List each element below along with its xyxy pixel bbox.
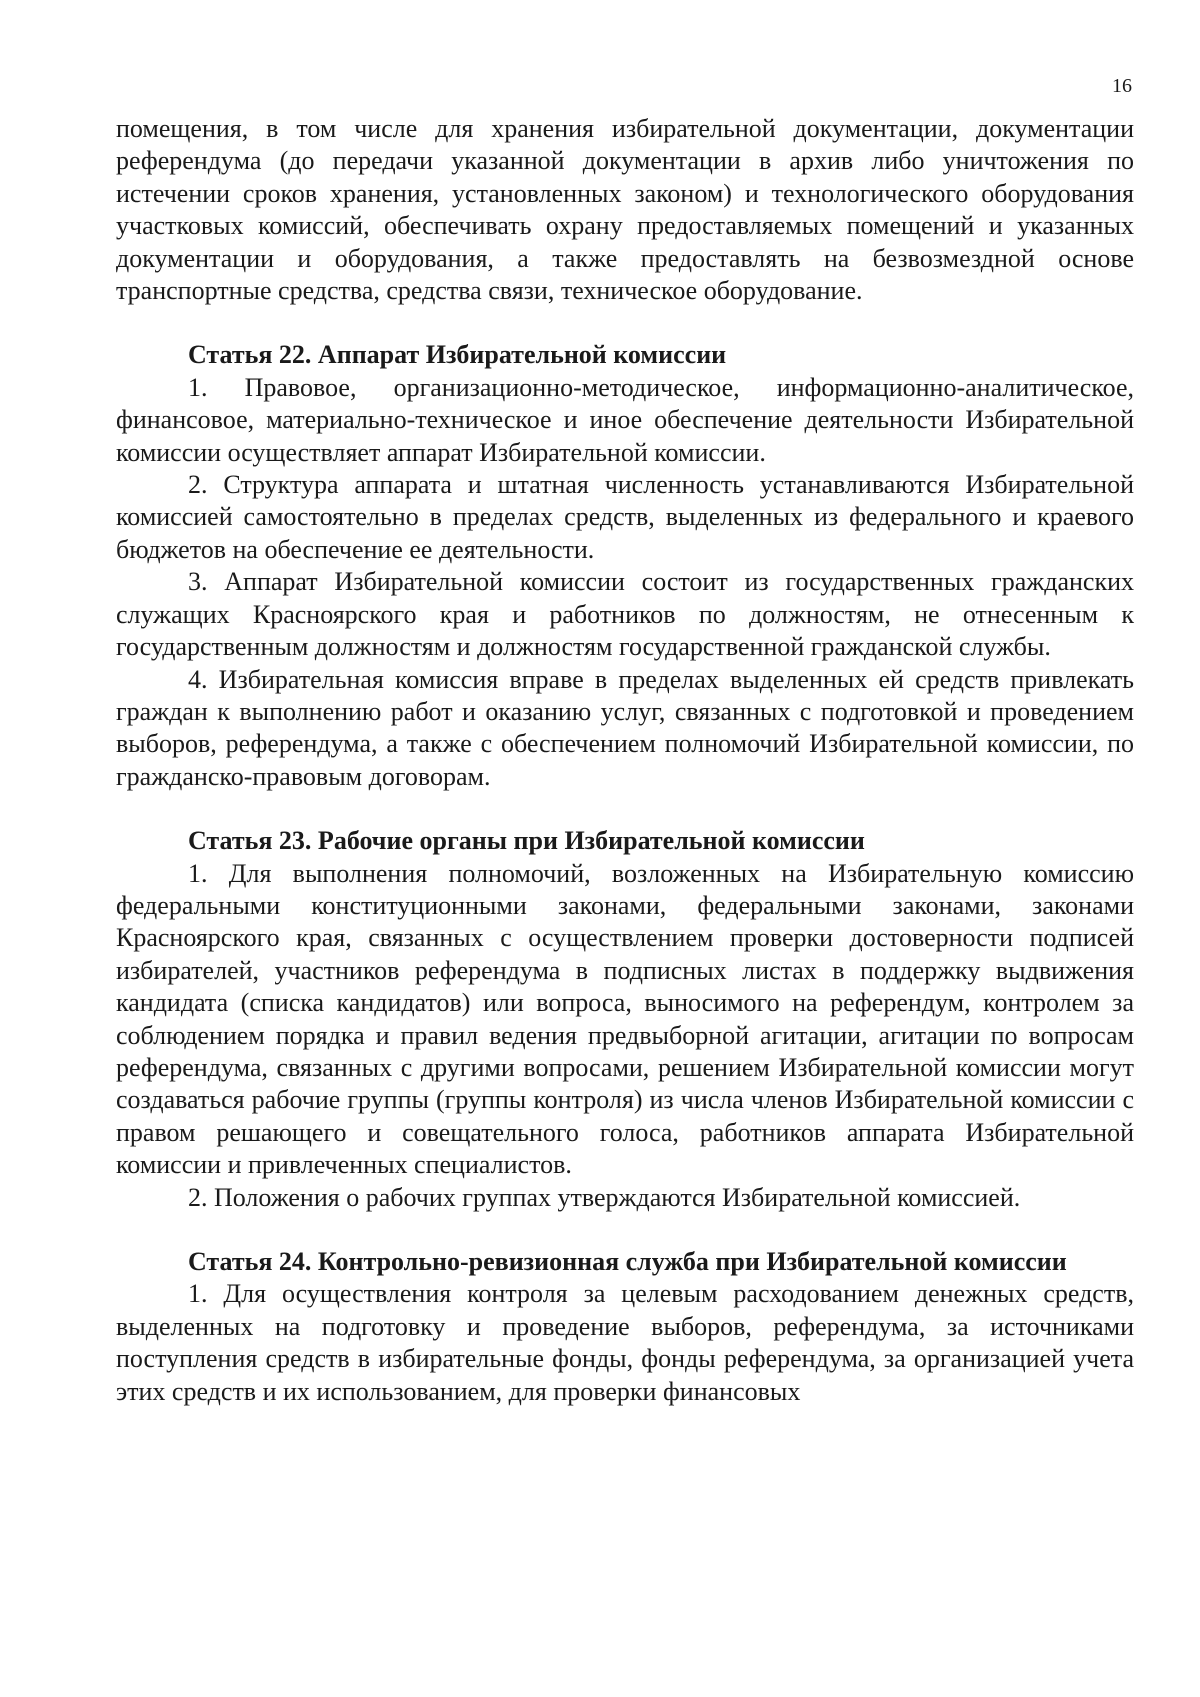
article-24-paragraph-1: 1. Для осуществления контроля за целевым расходованием денежных средств, выделенных на подготовку и проведение выборов, референдума, за источниками поступления средств в избирательные фонды, фонды референдума, за организацией учета этих средств и их использованием, для проверки финансовых [116,1279,1134,1406]
article-22-paragraph-1: 1. Правовое, организационно-методическое, информационно-аналитическое, финансовое, материально-техническое и иное обеспечение деятельности Избирательной комиссии осуществляет аппарат Избирательной комиссии. [116,372,1134,467]
article-23-paragraph-1: 1. Для выполнения полномочий, возложенных на Избирательную комиссию федеральными конституционными законами, федеральными законами, законами Красноярского края, связанных с осуществлением проверки достоверности подписей избирателей, участников референдума в подписных листах в поддержку выдвижения кандидата (списка кандидатов) или вопроса, выносимого на референдум, контролем за соблюдением порядка и правил ведения предвыборной агитации, агитации по вопросам референдума, связанных с другими вопросами, решением Избирательной комиссии могут создаваться рабочие группы (группы контроля) из числа членов Избирательной комиссии с правом решающего и совещательного голоса, работников аппарата Избирательной комиссии и привлеченных специалистов. [116,858,1134,1180]
page-number: 16 [1112,75,1132,97]
article-24-title: Статья 24. Контрольно-ревизионная служба при Избирательной комиссии [188,1247,1067,1276]
article-22-paragraph-3: 3. Аппарат Избирательной комиссии состоит из государственных гражданских служащих Красноярского края и работников по должностям, не отнесенным к государственным должностям и должностям государственной гражданской службы. [116,567,1134,662]
article-23-title: Статья 23. Рабочие органы при Избирательной комиссии [188,826,865,856]
article-22-paragraph-4: 4. Избирательная комиссия вправе в пределах выделенных ей средств привлекать граждан к выполнению работ и оказанию услуг, связанных с подготовкой и проведением выборов, референдума, а также с обеспечением полномочий Избирательной комиссии, по гражданско-правовым договорам. [116,664,1134,791]
opening-paragraph: помещения, в том числе для хранения избирательной документации, документации референдума (до передачи указанной документации в архив либо уничтожения по истечении сроков хранения, установленных законом) и технологического оборудования участковых комиссий, обеспечивать охрану предоставляемых помещений и указанных документации и оборудования, а также предоставлять на безвозмездной основе транспортные средства, средства связи, техническое оборудование. [116,114,1134,306]
document-body [116,113,1134,1408]
article-23-paragraph-2: 2. Положения о рабочих группах утверждаются Избирательной комиссией. [188,1182,1021,1212]
article-22-paragraph-2: 2. Структура аппарата и штатная численность устанавливаются Избирательной комиссией самостоятельно в пределах средств, выделенных из федерального и краевого бюджетов на обеспечение ее деятельности. [116,470,1134,564]
article-22-title: Статья 22. Аппарат Избирательной комиссии [188,340,727,370]
